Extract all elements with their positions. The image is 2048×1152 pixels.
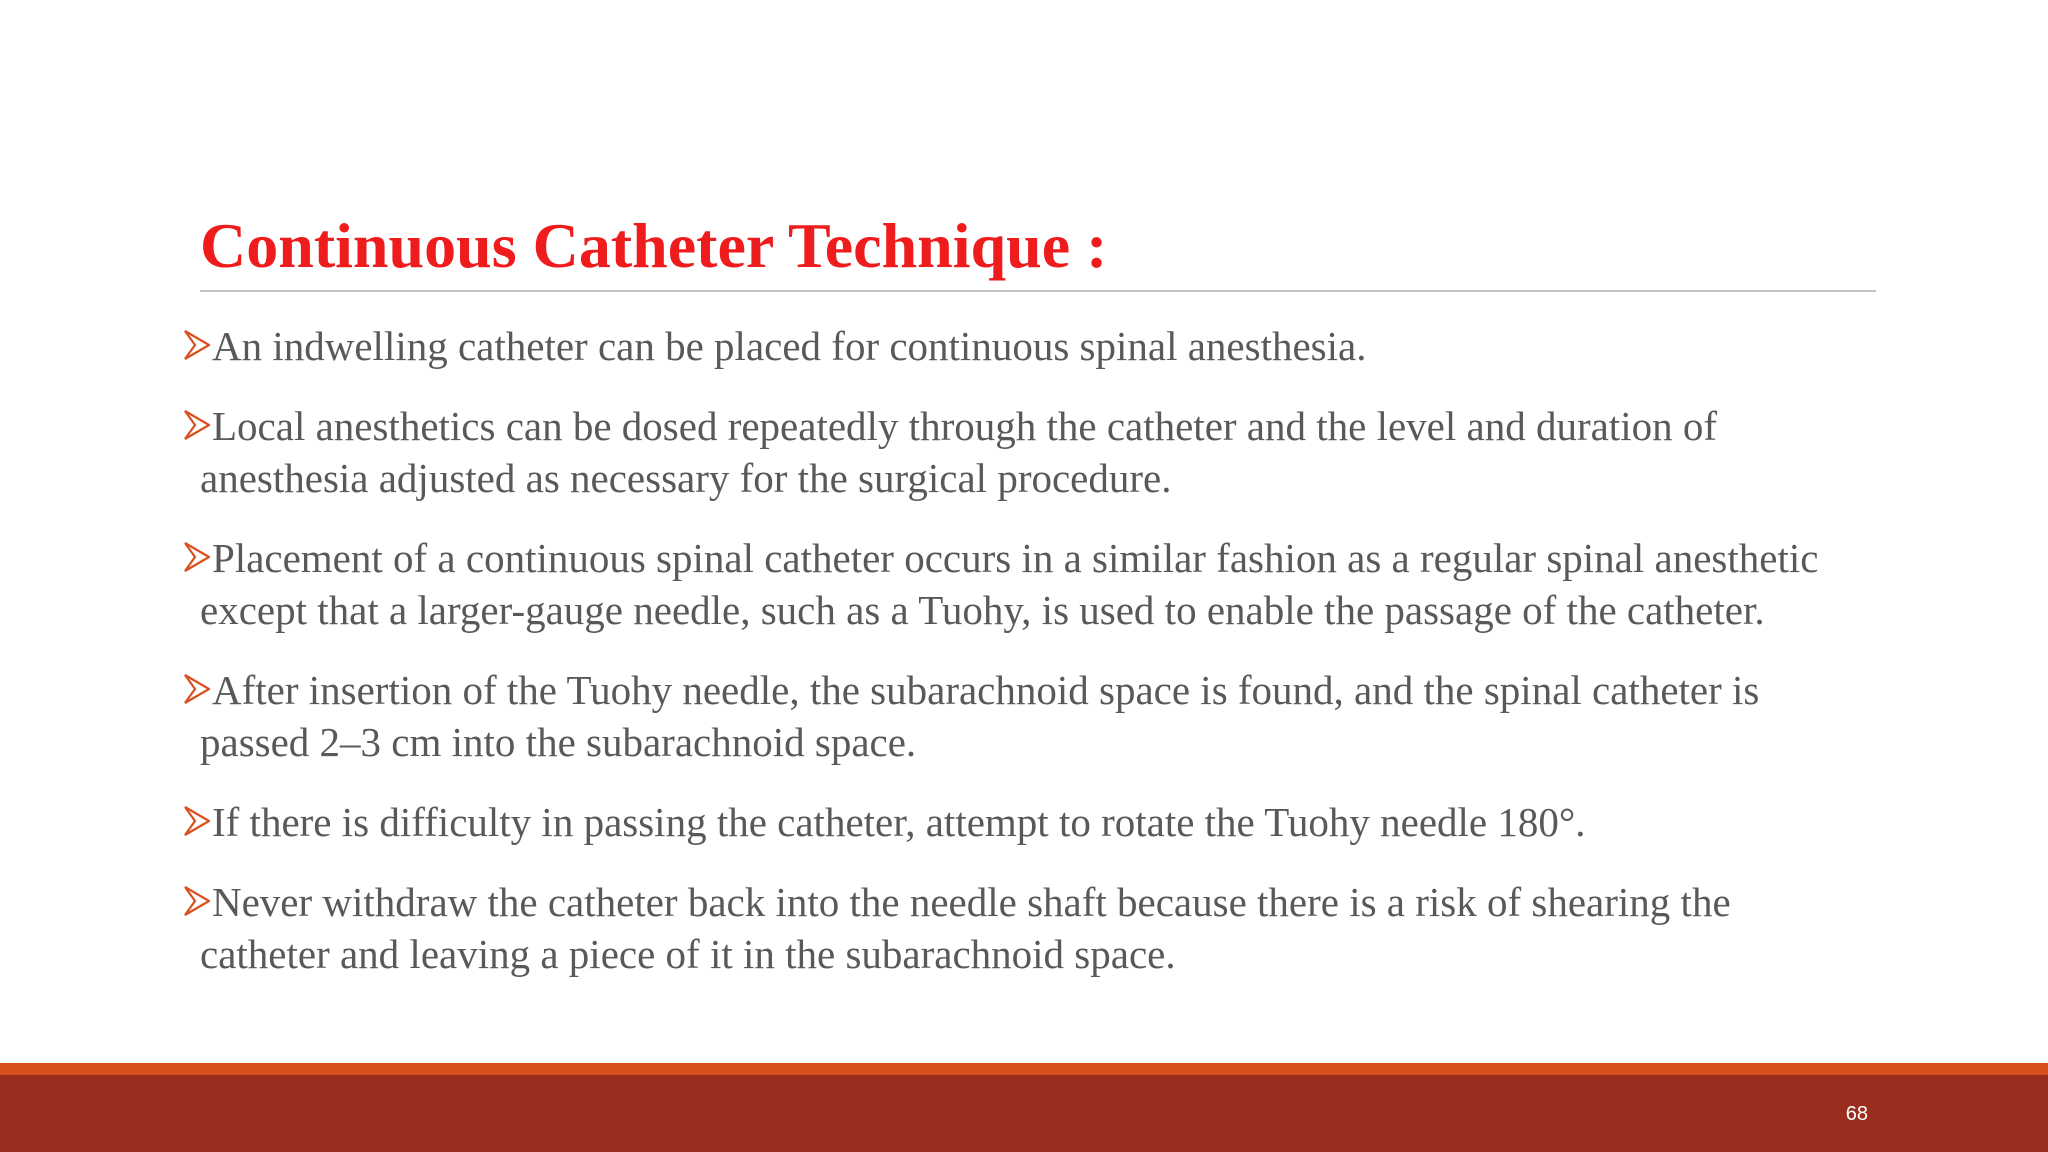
arrowhead-bullet-icon (184, 674, 210, 704)
bullet-item (200, 320, 1870, 372)
bullet-item (200, 532, 1870, 636)
slide-title: Continuous Catheter Technique : (200, 210, 1108, 281)
bullet-item (200, 664, 1870, 768)
bullet-item (200, 400, 1870, 504)
title-divider (200, 290, 1876, 292)
arrowhead-bullet-icon (184, 542, 210, 572)
bullet-list (200, 320, 1870, 1008)
bullet-text: If there is difficulty in passing the catheter, attempt to rotate the Tuohy needle 180°. (212, 799, 1586, 845)
bullet-text: Placement of a continuous spinal catheter occurs in a similar fashion as a regular spinal anesthetic except that a larger-gauge needle, such as a Tuohy, is used to enable the passage of the catheter. (200, 535, 1819, 633)
bullet-text: An indwelling catheter can be placed for continuous spinal anesthesia. (212, 323, 1367, 369)
bullet-item (200, 876, 1870, 980)
footer-accent-stripe (0, 1063, 2048, 1075)
arrowhead-bullet-icon (184, 410, 210, 440)
footer-bar (0, 1075, 2048, 1152)
bullet-text: Never withdraw the catheter back into the needle shaft because there is a risk of shearing the catheter and leaving a piece of it in the subarachnoid space. (200, 879, 1731, 977)
bullet-item (200, 796, 1870, 848)
arrowhead-bullet-icon (184, 806, 210, 836)
bullet-text: Local anesthetics can be dosed repeatedly through the catheter and the level and duration of anesthesia adjusted as necessary for the surgical procedure. (200, 403, 1717, 501)
bullet-text: After insertion of the Tuohy needle, the subarachnoid space is found, and the spinal catheter is passed 2–3 cm into the subarachnoid space. (200, 667, 1760, 765)
arrowhead-bullet-icon (184, 330, 210, 360)
page-number: 68 (1845, 1103, 1868, 1125)
arrowhead-bullet-icon (184, 886, 210, 916)
